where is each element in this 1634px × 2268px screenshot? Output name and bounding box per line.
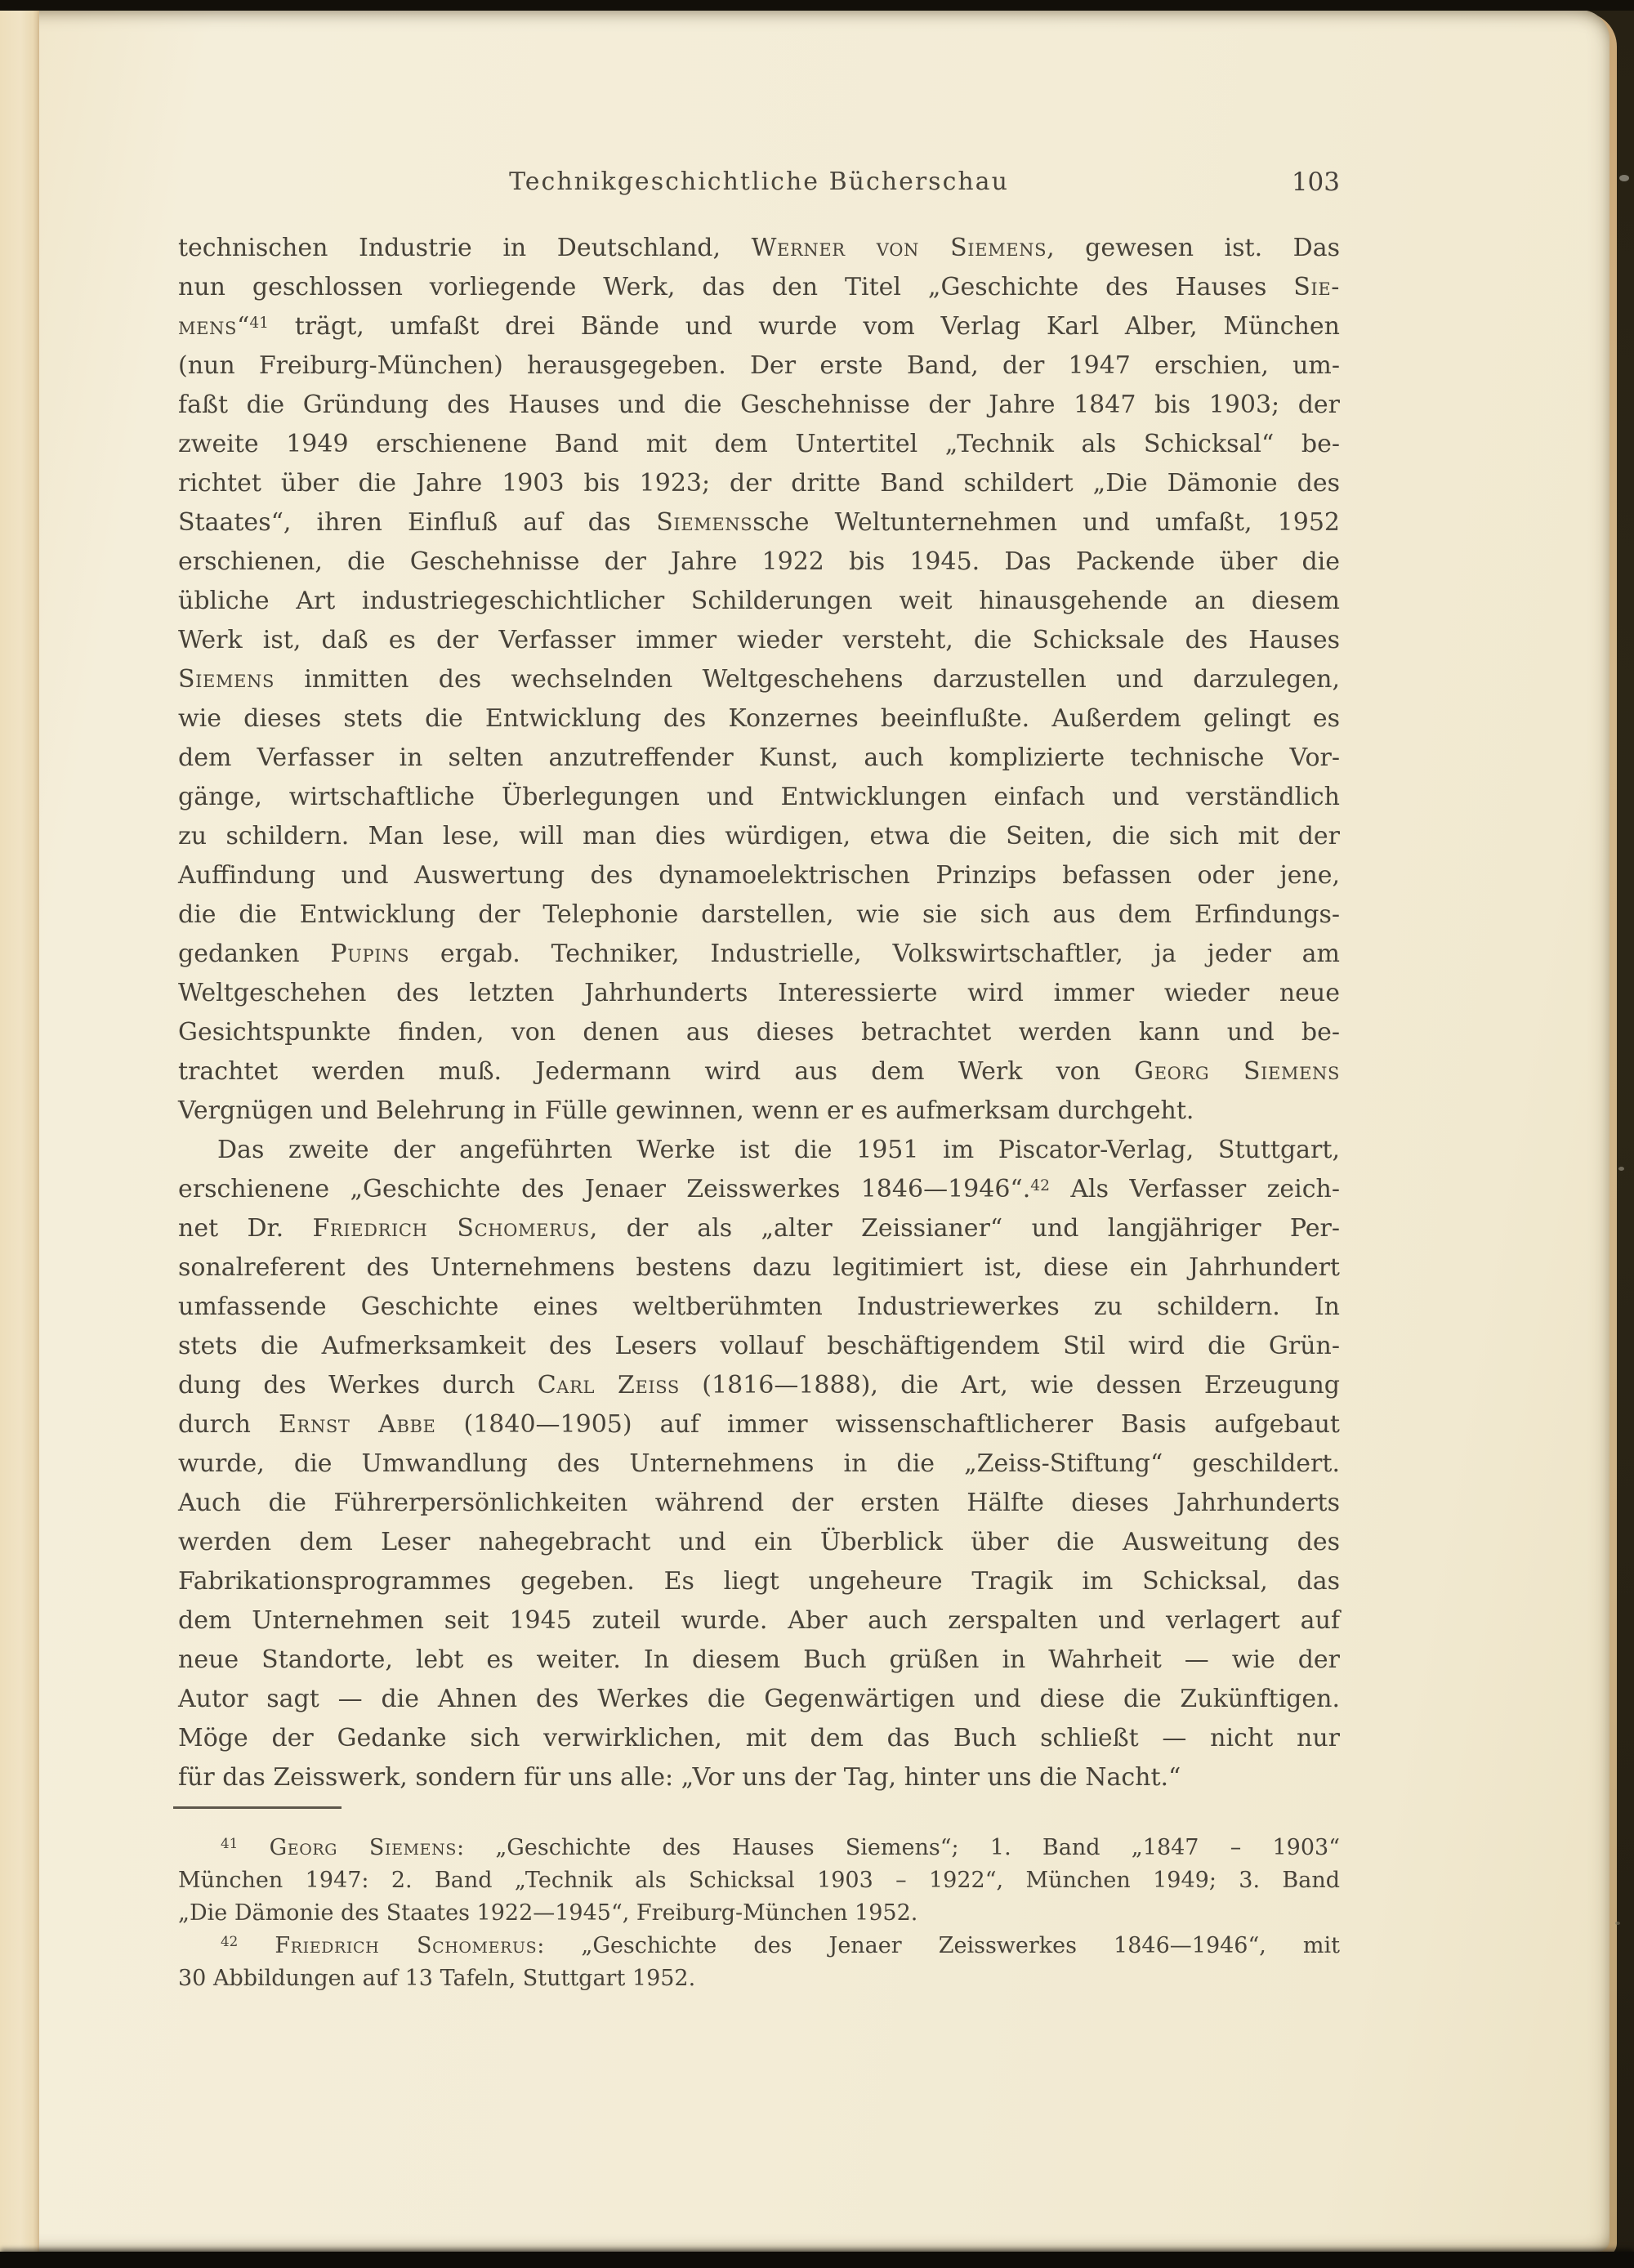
body-text-line	[178, 1601, 1340, 1641]
page-header	[178, 167, 1340, 199]
text-segment: Fabrikationsprogrammes gegeben. Es liegt ungeheure Tragik im Schicksal, das	[178, 1567, 1340, 1596]
smallcaps-name: Siemens	[656, 508, 753, 537]
body-text-line	[178, 817, 1340, 856]
body-text	[178, 229, 1340, 1797]
footnote-line	[178, 1962, 1340, 1995]
text-segment: , gewesen ist. Das	[1047, 234, 1341, 262]
body-text-line	[178, 386, 1340, 425]
text-segment: (1840—1905) auf immer wissenschaftlicherer Basis aufgebaut	[435, 1410, 1340, 1439]
text-segment: erschienen, die Geschehnisse der Jahre 1922 bis 1945. Das Packende über die	[178, 547, 1340, 576]
dust-speck	[1619, 175, 1629, 181]
body-text-line	[178, 1758, 1340, 1797]
body-text-line	[178, 1209, 1340, 1248]
smallcaps-name: Siemens	[178, 665, 275, 694]
text-segment: “	[237, 312, 250, 341]
text-segment: wurde, die Umwandlung des Unternehmens in die „Zeiss-Stiftung“ geschildert.	[178, 1449, 1340, 1478]
body-text-line	[178, 935, 1340, 974]
text-segment: für das Zeisswerk, sondern für uns alle: „Vor uns der Tag, hinter uns die Nacht.“	[178, 1763, 1181, 1792]
text-segment: 30 Abbildungen auf 13 Tafeln, Stuttgart 1952.	[178, 1966, 696, 1991]
body-text-line	[178, 778, 1340, 817]
text-segment: Staates“, ihren Einfluß auf das	[178, 508, 657, 537]
body-text-line	[178, 1680, 1340, 1719]
text-segment: Auffindung und Auswertung des dynamoelektrischen Prinzips befassen oder jene,	[178, 861, 1340, 890]
body-text-line	[178, 1484, 1340, 1523]
footnote-line	[178, 1864, 1340, 1897]
text-segment: neue Standorte, lebt es weiter. In diesem Buch grüßen in Wahrheit — wie der	[178, 1645, 1340, 1674]
text-segment: , der als „alter Zeissianer“ und langjähriger Per-	[589, 1214, 1340, 1243]
superscript-marker: 42	[1030, 1176, 1050, 1194]
body-text-line	[178, 895, 1340, 935]
scan-border-bottom	[0, 2252, 1634, 2268]
text-segment: Gesichtspunkte finden, von denen aus dieses betrachtet werden kann und be-	[178, 1018, 1340, 1047]
text-segment: gänge, wirtschaftliche Überlegungen und Entwicklungen einfach und verständlich	[178, 783, 1340, 811]
smallcaps-name: Friedrich Schomerus	[312, 1214, 590, 1243]
text-segment: nun geschlossen vorliegende Werk, das den Titel „Geschichte des Hauses	[178, 273, 1294, 301]
text-segment: sonalreferent des Unternehmens bestens dazu legitimiert ist, diese ein Jahrhundert	[178, 1253, 1340, 1282]
text-segment: übliche Art industriegeschichtlicher Schilderungen weit hinausgehende an diesem	[178, 587, 1340, 615]
text-segment: zu schildern. Man lese, will man dies würdigen, etwa die Seiten, die sich mit der	[178, 822, 1340, 850]
text-segment: durch	[178, 1410, 279, 1439]
text-segment	[238, 1933, 275, 1958]
smallcaps-name: Ernst Abbe	[279, 1410, 436, 1439]
text-segment: gedanken	[178, 940, 331, 968]
text-segment: inmitten des wechselnden Weltgeschehens darzustellen und darzulegen,	[274, 665, 1340, 694]
text-segment: Weltgeschehen des letzten Jahrhunderts Interessierte wird immer wieder neue	[178, 979, 1340, 1007]
smallcaps-name: Friedrich Schomerus	[275, 1933, 538, 1958]
body-text-line	[178, 582, 1340, 621]
text-segment: Als Verfasser zeich-	[1049, 1175, 1340, 1203]
text-segment: Das zweite der angeführten Werke ist die 1951 im Piscator-Verlag, Stuttgart,	[217, 1136, 1340, 1164]
text-segment: München 1947: 2. Band „Technik als Schicksal 1903 – 1922“, München 1949; 3. Band	[178, 1868, 1340, 1893]
text-segment: sche Weltunternehmen und umfaßt, 1952	[752, 508, 1340, 537]
footnotes	[178, 1832, 1340, 1995]
text-segment: technischen Industrie in Deutschland,	[178, 234, 752, 262]
page-gutter-edge	[0, 10, 39, 2252]
body-text-line	[178, 268, 1340, 307]
text-segment: dem Unternehmen seit 1945 zuteil wurde. Aber auch zerspalten und verlagert auf	[178, 1606, 1340, 1635]
body-text-line	[178, 542, 1340, 582]
body-text-line	[178, 974, 1340, 1013]
body-text-line	[178, 1288, 1340, 1327]
body-text-line	[178, 1641, 1340, 1680]
text-segment: umfassende Geschichte eines weltberühmten Industriewerkes zu schildern. In	[178, 1292, 1340, 1321]
smallcaps-name: Werner von Siemens	[751, 234, 1047, 262]
smallcaps-name: Georg Siemens	[1134, 1057, 1340, 1086]
text-segment: ergab. Techniker, Industrielle, Volkswirtschaftler, ja jeder am	[409, 940, 1340, 968]
dust-speck	[1615, 1922, 1620, 1925]
body-text-line	[178, 1131, 1340, 1170]
body-text-line	[178, 1444, 1340, 1484]
body-text-line	[178, 1248, 1340, 1288]
text-segment: faßt die Gründung des Hauses und die Geschehnisse der Jahre 1847 bis 1903; der	[178, 391, 1340, 419]
text-segment: dung des Werkes durch	[178, 1371, 538, 1400]
text-segment: (1816—1888), die Art, wie dessen Erzeugung	[679, 1371, 1341, 1400]
body-text-line	[178, 1052, 1340, 1092]
text-segment	[238, 1835, 269, 1860]
superscript-marker: 42	[221, 1933, 239, 1950]
text-segment: dem Verfasser in selten anzutreffender Kunst, auch komplizierte technische Vor-	[178, 743, 1340, 772]
text-segment: richtet über die Jahre 1903 bis 1923; der dritte Band schildert „Die Dämonie des	[178, 469, 1340, 498]
text-segment: trägt, umfaßt drei Bände und wurde vom Verlag Karl Alber, München	[269, 312, 1340, 341]
body-text-line	[178, 621, 1340, 660]
book-page	[0, 10, 1609, 2252]
body-text-line	[178, 1327, 1340, 1366]
page-number: 103	[1291, 167, 1340, 197]
body-text-line	[178, 1719, 1340, 1758]
dust-speck	[1618, 1167, 1624, 1171]
footnote-separator	[173, 1806, 342, 1809]
text-segment: Vergnügen und Belehrung in Fülle gewinnen, wenn er es aufmerksam durchgeht.	[178, 1096, 1194, 1125]
body-text-line	[178, 1092, 1340, 1131]
footnote-line	[178, 1930, 1340, 1962]
text-segment: wie dieses stets die Entwicklung des Konzernes beeinflußte. Außerdem gelingt es	[178, 704, 1340, 733]
text-segment: : „Geschichte des Jenaer Zeisswerkes 1846—1946“, mit	[537, 1933, 1341, 1958]
footnote-line	[178, 1832, 1340, 1864]
superscript-marker: 41	[249, 314, 270, 332]
body-text-line	[178, 856, 1340, 895]
text-segment: stets die Aufmerksamkeit des Lesers vollauf beschäftigendem Stil wird die Grün-	[178, 1332, 1340, 1360]
text-segment: : „Geschichte des Hauses Siemens“; 1. Band „1847 – 1903“	[456, 1835, 1341, 1860]
text-segment: net Dr.	[178, 1214, 313, 1243]
body-text-line	[178, 503, 1340, 542]
scan-border-top	[0, 0, 1634, 11]
body-text-line	[178, 699, 1340, 739]
footnote-line	[178, 1897, 1340, 1930]
text-segment: Werk ist, daß es der Verfasser immer wieder versteht, die Schicksale des Hauses	[178, 626, 1340, 654]
text-segment: Autor sagt — die Ahnen des Werkes die Gegenwärtigen und diese die Zukünftigen.	[178, 1685, 1340, 1713]
text-segment: die die Entwicklung der Telephonie darstellen, wie sie sich aus dem Erfindungs-	[178, 900, 1340, 929]
body-text-line	[178, 1405, 1340, 1444]
smallcaps-name: Georg Siemens	[269, 1835, 457, 1860]
body-text-line	[178, 1013, 1340, 1052]
smallcaps-name: Pupins	[330, 940, 410, 968]
body-text-line	[178, 1170, 1340, 1209]
text-segment: zweite 1949 erschienene Band mit dem Untertitel „Technik als Schicksal“ be-	[178, 430, 1340, 458]
body-text-line	[178, 307, 1340, 346]
body-text-line	[178, 346, 1340, 386]
superscript-marker: 41	[221, 1835, 239, 1852]
body-text-line	[178, 1562, 1340, 1601]
body-text-line	[178, 1366, 1340, 1405]
running-title: Technikgeschichtliche Bücherschau	[509, 167, 1009, 196]
smallcaps-name: Sie-	[1293, 273, 1340, 301]
text-segment: werden dem Leser nahegebracht und ein Überblick über die Ausweitung des	[178, 1528, 1340, 1556]
smallcaps-name: mens	[178, 312, 237, 341]
text-segment: Auch die Führerpersönlichkeiten während der ersten Hälfte dieses Jahrhunderts	[178, 1489, 1340, 1517]
body-text-line	[178, 464, 1340, 503]
body-text-line	[178, 229, 1340, 268]
text-segment: (nun Freiburg-München) herausgegeben. Der erste Band, der 1947 erschien, um-	[178, 351, 1340, 380]
body-text-line	[178, 660, 1340, 699]
text-segment: erschienene „Geschichte des Jenaer Zeisswerkes 1846—1946“.	[178, 1175, 1031, 1203]
body-text-line	[178, 739, 1340, 778]
body-text-line	[178, 425, 1340, 464]
body-text-line	[178, 1523, 1340, 1562]
smallcaps-name: Carl Zeiss	[537, 1371, 680, 1400]
text-segment: trachtet werden muß. Jedermann wird aus dem Werk von	[178, 1057, 1135, 1086]
text-segment: „Die Dämonie des Staates 1922—1945“, Freiburg-München 1952.	[178, 1900, 918, 1926]
text-segment: Möge der Gedanke sich verwirklichen, mit dem das Buch schließt — nicht nur	[178, 1724, 1340, 1752]
